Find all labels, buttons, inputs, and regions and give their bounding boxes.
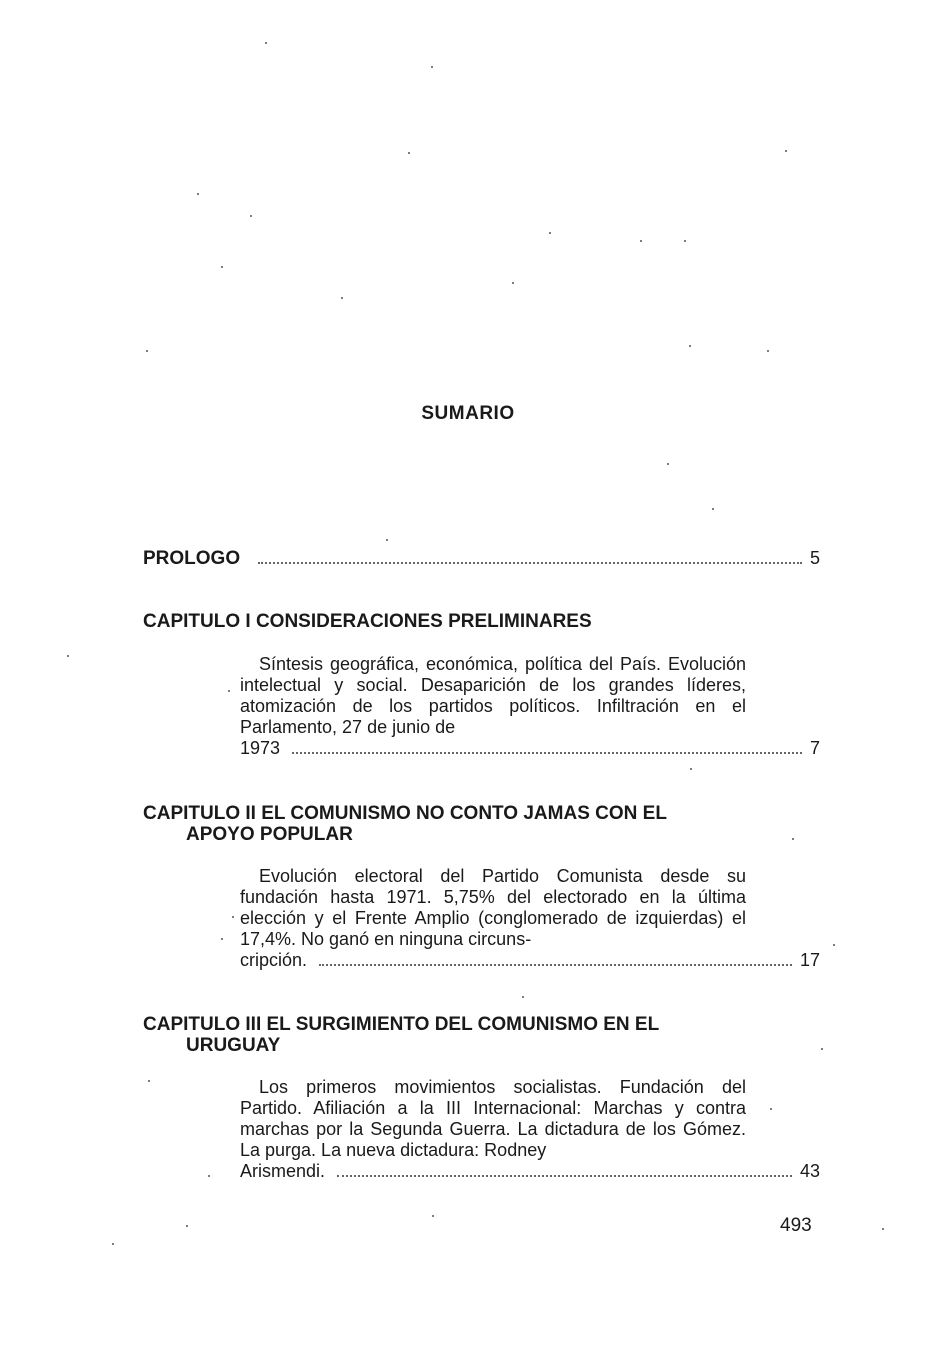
speck — [432, 1215, 434, 1217]
speck — [712, 508, 714, 510]
chapter-3-page-number: 43 — [799, 1161, 820, 1181]
chapter-2-summary-end: cripción. — [240, 950, 308, 970]
chapter-1-summary — [240, 654, 820, 759]
dot-leader — [292, 752, 802, 754]
chapter-2-last-line — [240, 950, 820, 971]
speck — [785, 150, 787, 152]
chapter-2-page-number: 17 — [799, 950, 820, 970]
speck — [221, 266, 223, 268]
footer-page-number: 493 — [780, 1215, 812, 1236]
speck — [221, 938, 223, 940]
speck — [549, 232, 551, 234]
dot-leader — [258, 562, 802, 564]
speck — [431, 66, 433, 68]
chapter-1-summary-end: 1973 — [240, 738, 281, 758]
speck — [667, 463, 669, 465]
chapter-1-heading — [143, 611, 753, 632]
chapter-1-summary-text: Síntesis geográfica, económica, política del País. Evolución intelectual y social. Desaparición de los grandes líderes, atomización de los partidos políticos. Infiltración en el Parlamento, 27 de junio de — [240, 654, 746, 737]
chapter-3-summary-text: Los primeros movimientos socialistas. Fundación del Partido. Afiliación a la III Internacional: Marchas y contra marchas por la Segunda Guerra. La dictadura de los Gómez. La purga. La nueva dictadura: Rodney — [240, 1077, 746, 1160]
chapter-2-heading — [143, 803, 753, 845]
speck — [265, 42, 267, 44]
speck — [522, 996, 524, 998]
speck — [690, 768, 692, 770]
chapter-1-last-line — [240, 738, 820, 759]
speck — [821, 1048, 823, 1050]
speck — [792, 838, 794, 840]
chapter-1-page-number: 7 — [809, 738, 820, 758]
page-title: SUMARIO — [421, 403, 515, 424]
speck — [882, 1228, 884, 1230]
speck — [228, 690, 230, 692]
speck — [386, 539, 388, 541]
speck — [770, 1108, 772, 1110]
chapter-2-summary — [240, 866, 820, 971]
speck — [684, 240, 686, 242]
chapter-3-heading — [143, 1014, 753, 1056]
chapter-2-summary-text: Evolución electoral del Partido Comunista desde su fundación hasta 1971. 5,75% del electorado en la última elección y el Frente Amplio (conglomerado de izquierdas) el 17,4%. No ganó en ninguna circuns- — [240, 866, 746, 949]
speck — [250, 215, 252, 217]
speck — [767, 350, 769, 352]
speck — [512, 282, 514, 284]
chapter-2-heading-line2: APOYO POPULAR — [186, 824, 353, 845]
chapter-3-summary-end: Arismendi. — [240, 1161, 326, 1181]
speck — [67, 655, 69, 657]
speck — [408, 152, 410, 154]
speck — [341, 297, 343, 299]
speck — [232, 916, 234, 918]
chapter-3-summary — [240, 1077, 820, 1182]
speck — [148, 1080, 150, 1082]
speck — [112, 1243, 114, 1245]
chapter-1-heading-text: CAPITULO I CONSIDERACIONES PRELIMINARES — [143, 611, 592, 632]
speck — [833, 944, 835, 946]
speck — [640, 240, 642, 242]
prologo-page-number: 5 — [809, 548, 820, 568]
chapter-3-last-line — [240, 1161, 820, 1182]
dot-leader — [319, 964, 792, 966]
speck — [186, 1225, 188, 1227]
chapter-3-heading-line2: URUGUAY — [186, 1035, 281, 1056]
speck — [146, 350, 148, 352]
dot-leader — [337, 1175, 792, 1177]
speck — [197, 193, 199, 195]
toc-entry-prologo — [143, 548, 820, 570]
prologo-label: PROLOGO — [143, 548, 241, 569]
speck — [689, 345, 691, 347]
speck — [208, 1175, 210, 1177]
chapter-3-heading-line1: CAPITULO III EL SURGIMIENTO DEL COMUNISMO EN EL — [143, 1014, 660, 1035]
chapter-2-heading-line1: CAPITULO II EL COMUNISMO NO CONTO JAMAS CON EL — [143, 803, 667, 824]
